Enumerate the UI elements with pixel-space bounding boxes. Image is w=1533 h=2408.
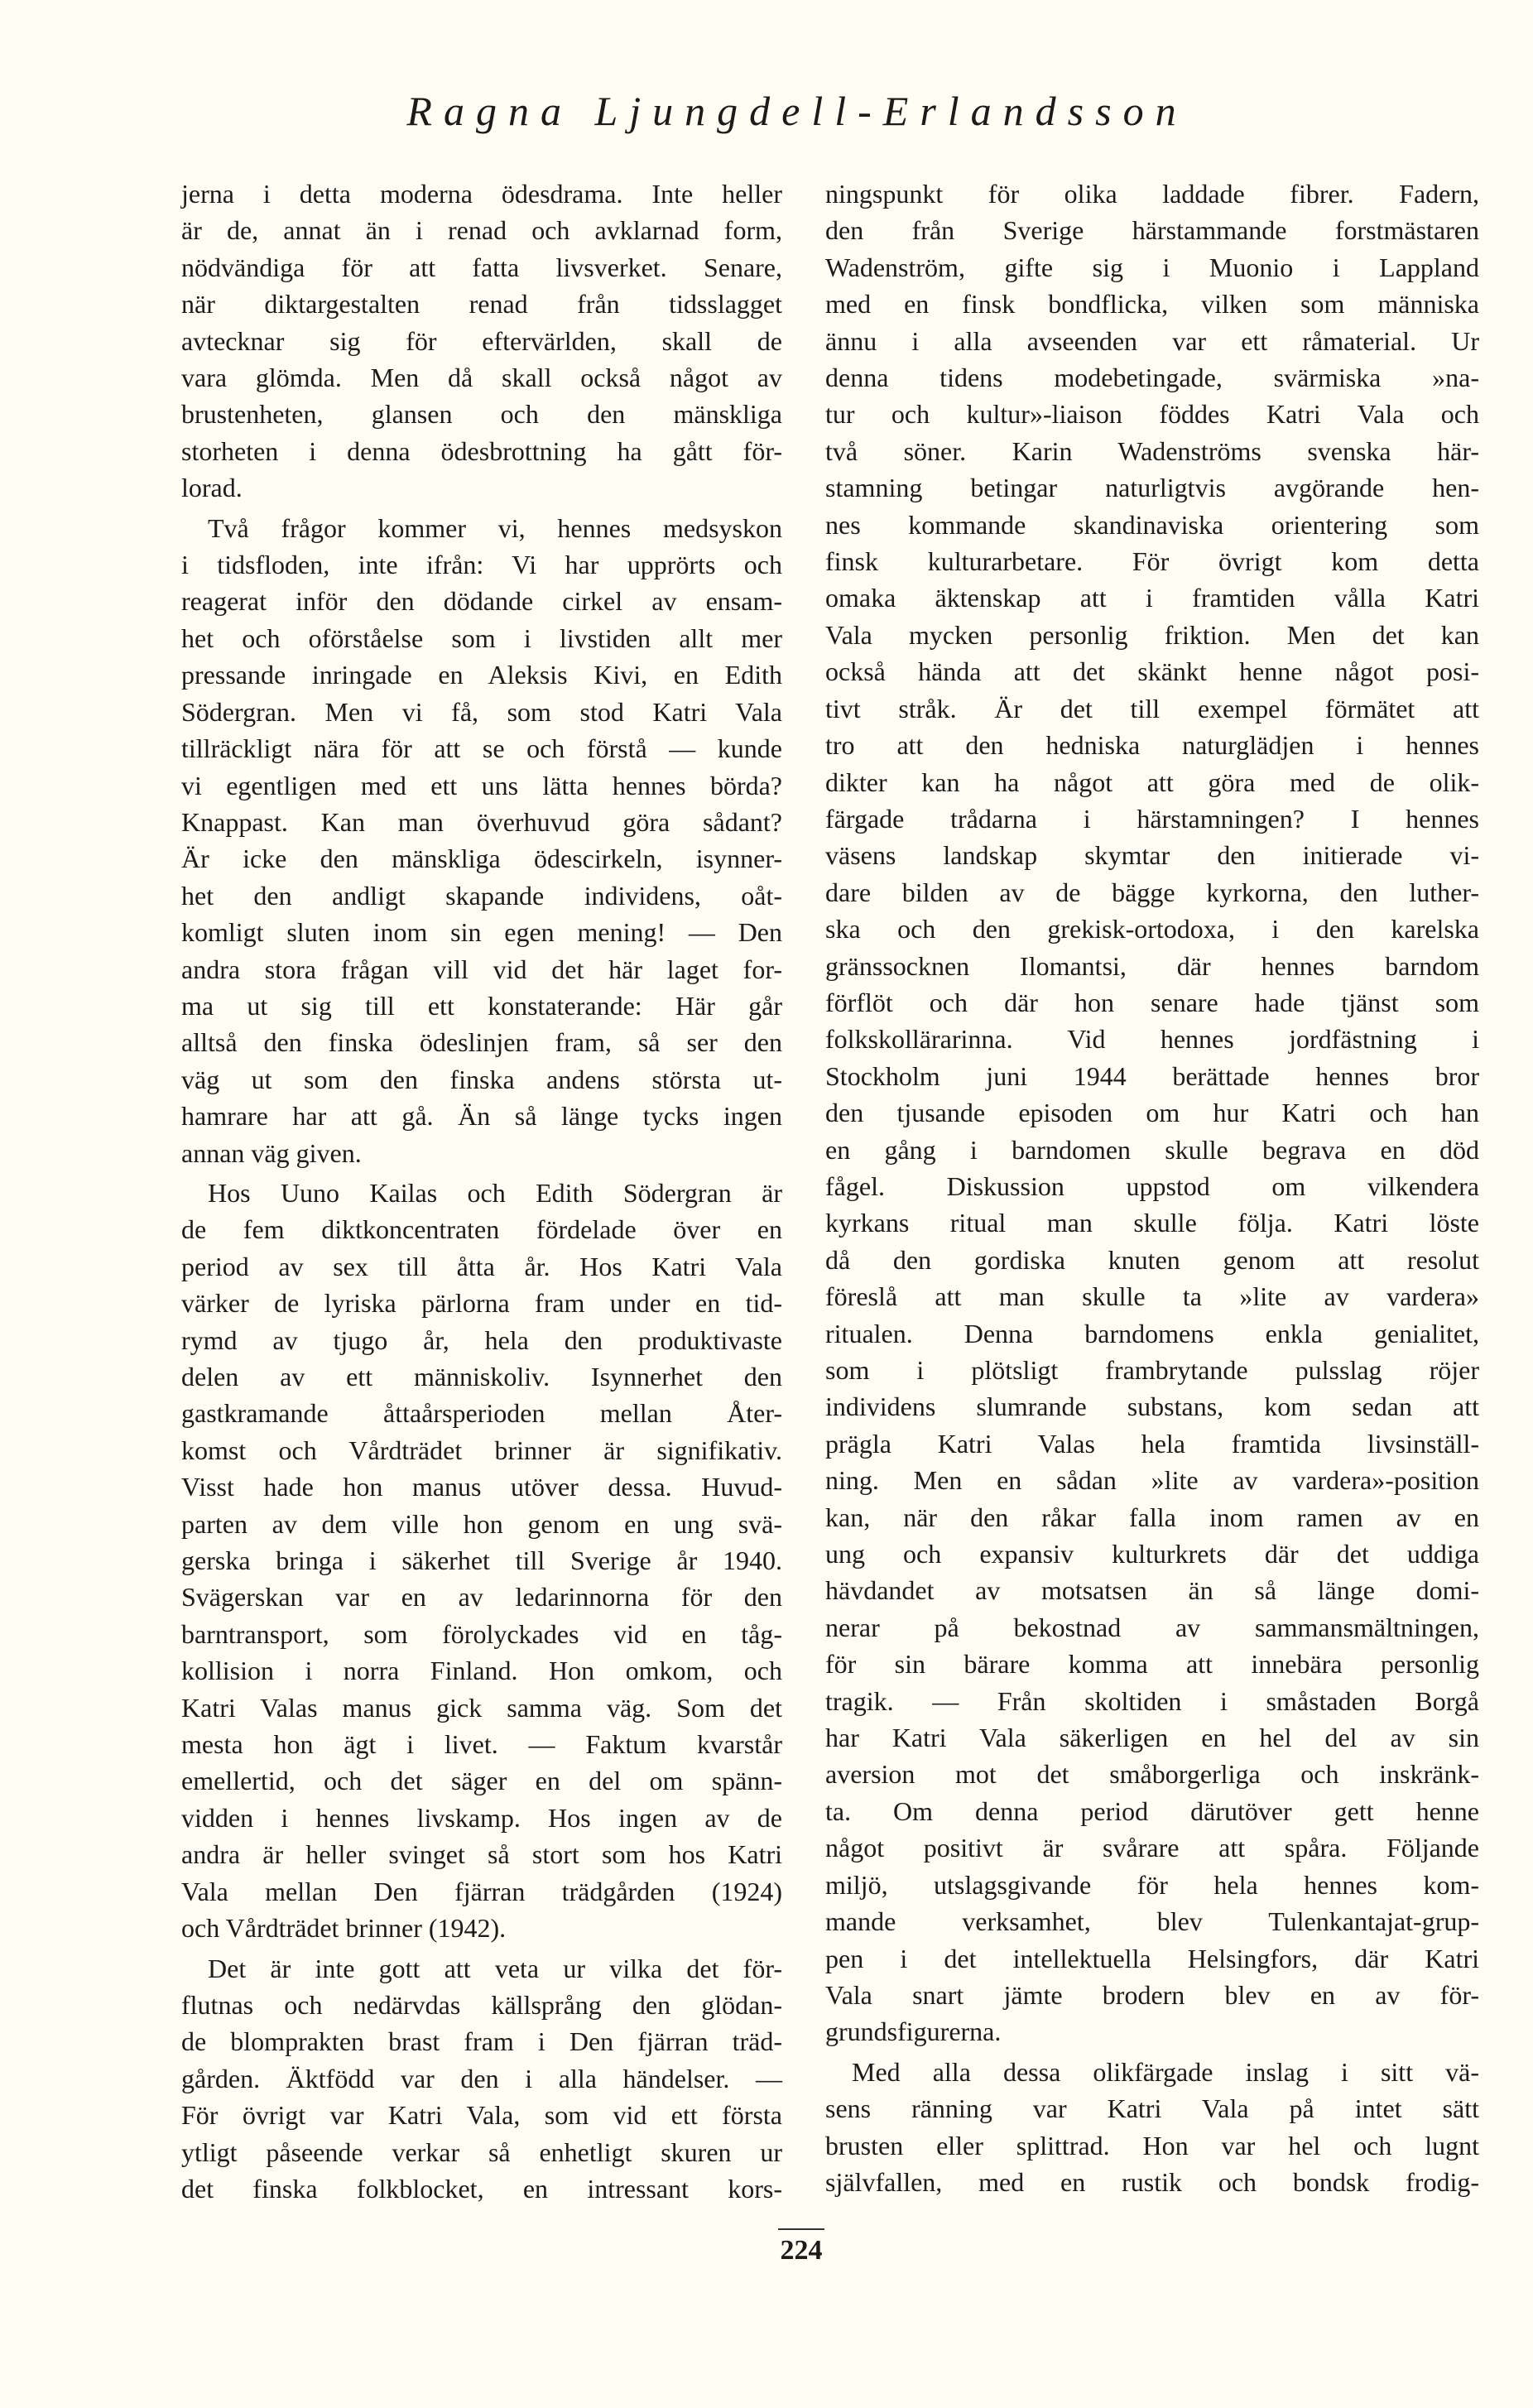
text-line: de fem diktkoncentraten fördelade över en [181,1214,782,1245]
paragraph [181,510,782,1171]
text-line: pressande inringade en Aleksis Kivi, en Edith [181,660,782,690]
paragraph [181,1950,782,2208]
text-line: tillräckligt nära för att se och förstå — kunde [181,733,782,764]
text-line: stamning betingar naturligtvis avgörande hen- [825,473,1479,503]
text-line: Med alla dessa olikfärgade inslag i sitt vä- [852,2056,1479,2087]
text-line: Vala mellan Den fjärran trädgården (1924) [181,1876,782,1906]
paragraph [181,175,782,507]
text-line: Hos Uuno Kailas och Edith Södergran är [208,1177,782,1208]
text-line: som i plötsligt frambrytande pulsslag röjer [825,1355,1479,1385]
text-line: För övrigt var Katri Vala, som vid ett första [181,2100,782,2131]
text-line: omaka äktenskap att i framtiden vålla Katri [825,583,1479,613]
page-number-rule [778,2228,824,2230]
text-line: två söner. Karin Wadenströms svenska här- [825,435,1479,466]
text-line: för sin bärare komma att innebära personlig [825,1649,1479,1680]
text-line: då den gordiska knuten genom att resolut [825,1244,1479,1275]
text-line: gerska bringa i säkerhet till Sverige år 1940. [181,1545,782,1576]
text-line: väsens landskap skymtar den initierade vi- [825,840,1479,871]
text-line: självfallen, med en rustik och bondsk frodig- [825,2166,1479,2197]
text-line: ta. Om denna period därutöver gett henne [825,1795,1479,1826]
paragraph [181,1175,782,1947]
running-header-author: Ragna Ljungdell-Erlandsson [406,88,1188,134]
text-line: fågel. Diskussion uppstod om vilkendera [825,1170,1479,1201]
text-line: individens slumrande substans, kom sedan att [825,1391,1479,1422]
text-line: värker de lyriska pärlorna fram under en tid- [181,1288,782,1319]
text-line: miljö, utslagsgivande för hela hennes kom- [825,1869,1479,1900]
text-line: ningspunkt för olika laddade fibrer. Fadern, [825,179,1479,209]
text-line: sens ränning var Katri Vala på intet sätt [825,2093,1479,2124]
text-line: andra stora frågan vill vid det här laget for- [181,954,782,984]
text-line: hävdandet av motsatsen än så länge domi- [825,1575,1479,1606]
text-line: Stockholm juni 1944 berättade hennes bror [825,1060,1479,1091]
text-line: nes kommande skandinaviska orientering som [825,509,1479,540]
text-line: ytligt påseende verkar så enhetligt skuren ur [181,2136,782,2167]
text-line: annan väg given. [181,1137,362,1168]
text-line: nerar på bekostnad av sammansmältningen, [825,1612,1479,1642]
text-line: vi egentligen med ett uns lätta hennes börda? [181,770,782,800]
text-line: väg ut som den finska andens största ut- [181,1064,782,1094]
text-line: Visst hade hon manus utöver dessa. Huvud- [181,1472,782,1502]
text-line: grundsfigurerna. [825,2016,1002,2047]
text-line: Är icke den mänskliga ödescirkeln, isynner- [181,844,782,874]
text-line: pen i det intellektuella Helsingfors, där Katri [825,1943,1479,1973]
text-line: också hända att det skänkt henne något posi- [825,656,1479,687]
text-line: ritualen. Denna barndomens enkla genialitet, [825,1318,1479,1348]
text-line: tivt stråk. Är det till exempel förmätet att [825,693,1479,723]
text-line: har Katri Vala säkerligen en hel del av sin [825,1723,1479,1753]
text-line: tur och kultur»-liaison föddes Katri Vala och [825,399,1479,430]
text-line: het den andligt skapande individens, oåt- [181,880,782,911]
text-line: Svägerskan var en av ledarinnorna för den [181,1582,782,1613]
text-line: tragik. — Från skoltiden i småstaden Borgå [825,1685,1479,1716]
text-line: komligt sluten inom sin egen mening! — Den [181,917,782,948]
text-line: Vala snart jämte brodern blev en av för- [825,1979,1479,2010]
text-line: andra är heller svinget så stort som hos Katri [181,1839,782,1870]
text-line: med en finsk bondflicka, vilken som människa [825,289,1479,320]
text-line: Två frågor kommer vi, hennes medsyskon [208,512,782,543]
text-line: vidden i hennes livskamp. Hos ingen av de [181,1802,782,1833]
text-line: gården. Äktfödd var den i alla händelser. — [181,2063,782,2093]
text-line: kollision i norra Finland. Hon omkom, och [181,1656,782,1686]
text-line: i tidsfloden, inte ifrån: Vi har upprörts och [181,550,782,580]
paragraph [825,2054,1479,2201]
text-line: brusten eller splittrad. Hon var hel och lugnt [825,2130,1479,2160]
text-line: mesta hon ägt i livet. — Faktum kvarstår [181,1729,782,1760]
text-line: Wadenström, gifte sig i Muonio i Lappland [825,252,1479,282]
text-line: ma ut sig till ett konstaterande: Här går [181,990,782,1021]
text-line: folkskollärarinna. Vid hennes jordfästning i [825,1024,1479,1055]
text-line: emellertid, och det säger en del om spänn- [181,1766,782,1796]
text-line: jerna i detta moderna ödesdrama. Inte heller [181,179,782,209]
paragraph [825,175,1479,2050]
page-number: 224 [780,2235,823,2266]
text-line: de blomprakten brast fram i Den fjärran träd- [181,2026,782,2057]
text-line: denna tidens modebetingade, svärmiska »na- [825,363,1479,393]
text-line: mande verksamhet, blev Tulenkantajat-grup- [825,1906,1479,1937]
text-line: finsk kulturarbetare. För övrigt kom detta [825,546,1479,577]
text-line: ännu i alla avseenden var ett råmaterial. Ur [825,325,1479,356]
text-line: het och oförståelse som i livstiden allt mer [181,622,782,653]
text-line: föreslå att man skulle ta »lite av vardera» [825,1281,1479,1312]
text-line: förflöt och där hon senare hade tjänst som [825,987,1479,1017]
text-line: den tjusande episoden om hur Katri och han [825,1098,1479,1128]
text-line: nödvändiga för att fatta livsverket. Senare, [181,252,782,282]
text-column-left [181,175,782,2210]
text-line: barntransport, som förolyckades vid en tåg- [181,1618,782,1649]
text-line: komst och Vårdträdet brinner är signifikativ. [181,1435,782,1465]
text-line: vara glömda. Men då skall också något av [181,363,782,393]
text-line: period av sex till åtta år. Hos Katri Vala [181,1251,782,1281]
text-line: ning. Men en sådan »lite av vardera»-position [825,1465,1479,1496]
text-line: det finska folkblocket, en intressant kors- [181,2173,782,2204]
text-line: kan, när den råkar falla inom ramen av en [825,1502,1479,1532]
text-line: färgade trådarna i härstamningen? I hennes [825,803,1479,834]
text-line: alltså den finska ödeslinjen fram, så ser den [181,1027,782,1058]
text-line: Katri Valas manus gick samma väg. Som det [181,1692,782,1723]
text-line: hamrare har att gå. Än så länge tycks ingen [181,1101,782,1132]
text-line: flutnas och nedärvdas källsprång den glödan- [181,1989,782,2020]
text-line: dare bilden av de bägge kyrkorna, den luther- [825,877,1479,907]
text-line: delen av ett människoliv. Isynnerhet den [181,1362,782,1391]
text-line: Södergran. Men vi få, som stod Katri Vala [181,696,782,727]
text-line: aversion mot det småborgerliga och inskränk- [825,1759,1479,1790]
text-line: när diktargestalten renad från tidsslagget [181,289,782,320]
text-line: ska och den grekisk-ortodoxa, i den karelska [825,914,1479,944]
text-line: gastkramande åttaårsperioden mellan Åter- [181,1398,782,1429]
text-line: reagerat inför den dödande cirkel av ensam- [181,586,782,617]
text-line: storheten i denna ödesbrottning ha gått för- [181,435,782,466]
text-line: ung och expansiv kulturkrets där det uddiga [825,1539,1479,1569]
text-line: Knappast. Kan man överhuvud göra sådant? [181,806,782,837]
text-line: den från Sverige härstammande forstmästaren [825,215,1479,246]
text-line: en gång i barndomen skulle begrava en död [825,1134,1479,1165]
text-line: brustenheten, glansen och den mänskliga [181,399,782,430]
text-line: Det är inte gott att veta ur vilka det för- [208,1953,782,1983]
text-line: dikter kan ha något att göra med de olik- [825,767,1479,797]
text-line: lorad. [181,473,243,503]
text-line: tro att den hedniska naturglädjen i hennes [825,730,1479,761]
text-line: prägla Katri Valas hela framtida livsinställ- [825,1428,1479,1459]
text-line: och Vårdträdet brinner (1942). [181,1913,507,1944]
text-line: kyrkans ritual man skulle följa. Katri löste [825,1208,1479,1238]
text-line: gränssocknen Ilomantsi, där hennes barndom [825,950,1479,981]
text-line: parten av dem ville hon genom en ung svä- [181,1508,782,1539]
text-line: avtecknar sig för eftervärlden, skall de [181,325,782,356]
text-line: rymd av tjugo år, hela den produktivaste [181,1324,782,1355]
text-column-right [825,175,1479,2204]
text-line: Vala mycken personlig friktion. Men det kan [825,619,1479,650]
text-line: är de, annat än i renad och avklarnad form, [181,215,782,246]
text-line: något positivt är svårare att spåra. Följande [825,1833,1479,1863]
